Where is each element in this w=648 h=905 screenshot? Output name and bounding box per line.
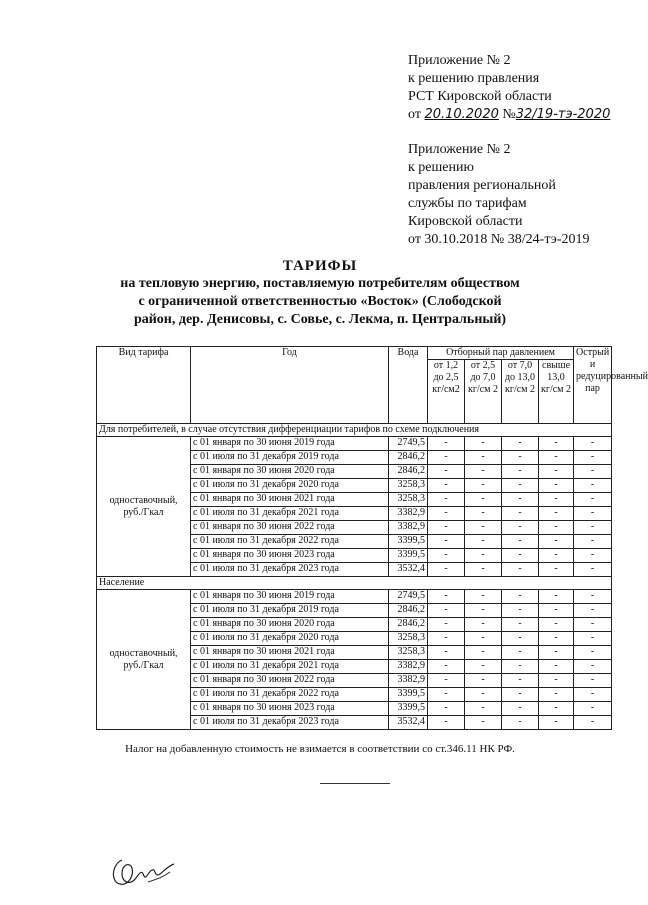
period-cell: с 01 июля по 31 декабря 2019 года bbox=[191, 604, 389, 618]
header-line: к решению правления bbox=[408, 71, 540, 86]
dash-cell: - bbox=[428, 493, 465, 507]
dash-cell: - bbox=[574, 521, 612, 535]
dash-cell: - bbox=[465, 493, 502, 507]
tariff-table bbox=[96, 346, 648, 730]
dash-cell: - bbox=[428, 535, 465, 549]
period-cell: с 01 июля по 31 декабря 2022 года bbox=[191, 535, 389, 549]
dash-cell: - bbox=[428, 688, 465, 702]
water-value-cell: 3532,4 bbox=[389, 716, 428, 730]
period-cell: с 01 января по 30 июня 2021 года bbox=[191, 646, 389, 660]
dash-cell: - bbox=[539, 716, 574, 730]
dash-cell: - bbox=[428, 521, 465, 535]
dash-cell: - bbox=[428, 479, 465, 493]
dash-cell: - bbox=[428, 507, 465, 521]
dash-cell: - bbox=[428, 563, 465, 577]
header-line: Кировской области bbox=[408, 214, 523, 229]
original-header bbox=[408, 141, 589, 249]
group-header: Для потребителей, в случае отсутствия дифференциации тарифов по схеме подключения bbox=[97, 424, 612, 437]
dash-cell: - bbox=[465, 479, 502, 493]
group-header: Население bbox=[97, 577, 612, 590]
dash-cell: - bbox=[502, 451, 539, 465]
period-cell: с 01 января по 30 июня 2022 года bbox=[191, 674, 389, 688]
dash-cell: - bbox=[465, 437, 502, 451]
water-value-cell: 3399,5 bbox=[389, 688, 428, 702]
dash-cell: - bbox=[502, 507, 539, 521]
dash-cell: - bbox=[539, 604, 574, 618]
water-value-cell: 3532,4 bbox=[389, 563, 428, 577]
dash-cell: - bbox=[502, 632, 539, 646]
period-cell: с 01 января по 30 июня 2021 года bbox=[191, 493, 389, 507]
dash-cell: - bbox=[428, 716, 465, 730]
dash-cell: - bbox=[539, 702, 574, 716]
dash-cell: - bbox=[428, 465, 465, 479]
dash-cell: - bbox=[502, 674, 539, 688]
dash-cell: - bbox=[539, 451, 574, 465]
period-cell: с 01 января по 30 июня 2020 года bbox=[191, 618, 389, 632]
dash-cell: - bbox=[502, 604, 539, 618]
dash-cell: - bbox=[502, 493, 539, 507]
header-line: Приложение № 2 bbox=[408, 142, 511, 157]
water-value-cell: 3399,5 bbox=[389, 535, 428, 549]
water-value-cell: 3258,3 bbox=[389, 493, 428, 507]
water-value-cell: 3382,9 bbox=[389, 660, 428, 674]
dash-cell: - bbox=[574, 604, 612, 618]
dash-cell: - bbox=[539, 465, 574, 479]
period-cell: с 01 января по 30 июня 2020 года bbox=[191, 465, 389, 479]
period-cell: с 01 июля по 31 декабря 2021 года bbox=[191, 660, 389, 674]
dash-cell: - bbox=[502, 479, 539, 493]
period-cell: с 01 января по 30 июня 2019 года bbox=[191, 590, 389, 604]
period-cell: с 01 июля по 31 декабря 2023 года bbox=[191, 716, 389, 730]
dash-cell: - bbox=[539, 493, 574, 507]
period-cell: с 01 января по 30 июня 2019 года bbox=[191, 437, 389, 451]
dash-cell: - bbox=[574, 451, 612, 465]
dash-cell: - bbox=[539, 521, 574, 535]
water-value-cell: 3258,3 bbox=[389, 646, 428, 660]
water-value-cell: 2846,2 bbox=[389, 618, 428, 632]
signature-icon bbox=[108, 852, 178, 892]
dash-cell: - bbox=[502, 563, 539, 577]
dash-cell: - bbox=[574, 535, 612, 549]
period-cell: с 01 января по 30 июня 2023 года bbox=[191, 549, 389, 563]
water-value-cell: 2846,2 bbox=[389, 451, 428, 465]
dash-cell: - bbox=[428, 674, 465, 688]
dash-cell: - bbox=[574, 646, 612, 660]
dash-cell: - bbox=[465, 521, 502, 535]
dash-cell: - bbox=[539, 535, 574, 549]
dash-cell: - bbox=[465, 535, 502, 549]
water-value-cell: 3399,5 bbox=[389, 549, 428, 563]
approval-header bbox=[408, 52, 610, 124]
dash-cell: - bbox=[502, 535, 539, 549]
period-cell: с 01 июля по 31 декабря 2020 года bbox=[191, 632, 389, 646]
title-line: район, дер. Денисовы, с. Совье, с. Лекма, п. Центральный) bbox=[133, 312, 507, 327]
dash-cell: - bbox=[539, 618, 574, 632]
dash-cell: - bbox=[539, 632, 574, 646]
dash-cell: - bbox=[465, 646, 502, 660]
document-title bbox=[0, 258, 640, 329]
dash-cell: - bbox=[465, 688, 502, 702]
dash-cell: - bbox=[539, 507, 574, 521]
water-value-cell: 2846,2 bbox=[389, 465, 428, 479]
dash-cell: - bbox=[502, 646, 539, 660]
handwritten-number: 32/19-тэ-2020 bbox=[515, 107, 611, 122]
dash-cell: - bbox=[428, 618, 465, 632]
header-line: службы по тарифам bbox=[408, 196, 527, 211]
dash-cell: - bbox=[502, 660, 539, 674]
period-cell: с 01 января по 30 июня 2022 года bbox=[191, 521, 389, 535]
col-header-tariff: Вид тарифа bbox=[97, 347, 191, 424]
col-header-steam: Отборный пар давлением bbox=[428, 347, 574, 360]
col-header-live-steam: Острый и редуцированный пар bbox=[574, 347, 612, 424]
dash-cell: - bbox=[502, 465, 539, 479]
dash-cell: - bbox=[465, 660, 502, 674]
dash-cell: - bbox=[465, 632, 502, 646]
dash-cell: - bbox=[574, 507, 612, 521]
dash-cell: - bbox=[428, 632, 465, 646]
table-row bbox=[97, 590, 612, 604]
header-line: правления региональной bbox=[408, 178, 556, 193]
dash-cell: - bbox=[574, 618, 612, 632]
dash-cell: - bbox=[428, 437, 465, 451]
table-row bbox=[97, 437, 612, 451]
dash-cell: - bbox=[465, 549, 502, 563]
dash-cell: - bbox=[465, 507, 502, 521]
dash-cell: - bbox=[465, 716, 502, 730]
tariff-type-cell: одноставочный, руб./Гкал bbox=[97, 590, 191, 730]
dash-cell: - bbox=[574, 549, 612, 563]
dash-cell: - bbox=[428, 451, 465, 465]
dash-cell: - bbox=[539, 563, 574, 577]
title-main: ТАРИФЫ bbox=[282, 258, 358, 274]
water-value-cell: 3382,9 bbox=[389, 521, 428, 535]
dash-cell: - bbox=[465, 465, 502, 479]
dash-cell: - bbox=[539, 674, 574, 688]
col-header-water: Вода bbox=[389, 347, 428, 424]
period-cell: с 01 июля по 31 декабря 2023 года bbox=[191, 563, 389, 577]
col-header-period: Год bbox=[191, 347, 389, 424]
col-header-steam-1: от 1,2 до 2,5 кг/см2 bbox=[428, 360, 465, 424]
period-cell: с 01 июля по 31 декабря 2022 года bbox=[191, 688, 389, 702]
handwritten-date: 20.10.2020 bbox=[424, 107, 499, 122]
header-line: Приложение № 2 bbox=[408, 53, 511, 68]
period-cell: с 01 июля по 31 декабря 2019 года bbox=[191, 451, 389, 465]
dash-cell: - bbox=[465, 451, 502, 465]
dash-cell: - bbox=[502, 702, 539, 716]
header-date-line: от 20.10.2020 №32/19-тэ-2020 bbox=[408, 107, 611, 122]
dash-cell: - bbox=[539, 549, 574, 563]
water-value-cell: 2846,2 bbox=[389, 604, 428, 618]
divider bbox=[320, 783, 390, 784]
water-value-cell: 3382,9 bbox=[389, 674, 428, 688]
col-header-steam-3: от 7,0 до 13,0 кг/см 2 bbox=[502, 360, 539, 424]
dash-cell: - bbox=[465, 618, 502, 632]
dash-cell: - bbox=[539, 646, 574, 660]
dash-cell: - bbox=[574, 702, 612, 716]
header-line: РСТ Кировской области bbox=[408, 89, 552, 104]
dash-cell: - bbox=[428, 549, 465, 563]
dash-cell: - bbox=[574, 716, 612, 730]
water-value-cell: 2749,5 bbox=[389, 437, 428, 451]
vat-note: Налог на добавленную стоимость не взимается в соответствии со ст.346.11 НК РФ. bbox=[125, 743, 515, 755]
dash-cell: - bbox=[502, 590, 539, 604]
period-cell: с 01 июля по 31 декабря 2021 года bbox=[191, 507, 389, 521]
dash-cell: - bbox=[502, 549, 539, 563]
period-cell: с 01 января по 30 июня 2023 года bbox=[191, 702, 389, 716]
tariff-type-cell: одноставочный, руб./Гкал bbox=[97, 437, 191, 577]
title-line: на тепловую энергию, поставляемую потребителям обществом bbox=[120, 276, 520, 291]
col-header-steam-4: свыше 13,0 кг/см 2 bbox=[539, 360, 574, 424]
dash-cell: - bbox=[574, 563, 612, 577]
title-line: с ограниченной ответственностью «Восток» (Слободской bbox=[138, 294, 502, 309]
period-cell: с 01 июля по 31 декабря 2020 года bbox=[191, 479, 389, 493]
dash-cell: - bbox=[502, 688, 539, 702]
dash-cell: - bbox=[574, 465, 612, 479]
dash-cell: - bbox=[539, 437, 574, 451]
dash-cell: - bbox=[428, 604, 465, 618]
dash-cell: - bbox=[465, 590, 502, 604]
water-value-cell: 3258,3 bbox=[389, 632, 428, 646]
dash-cell: - bbox=[428, 646, 465, 660]
dash-cell: - bbox=[502, 521, 539, 535]
dash-cell: - bbox=[539, 479, 574, 493]
dash-cell: - bbox=[574, 493, 612, 507]
dash-cell: - bbox=[465, 563, 502, 577]
dash-cell: - bbox=[539, 688, 574, 702]
header-line: от 30.10.2018 № 38/24-тэ-2019 bbox=[408, 232, 590, 247]
dash-cell: - bbox=[574, 437, 612, 451]
water-value-cell: 2749,5 bbox=[389, 590, 428, 604]
header-line: к решению bbox=[408, 160, 474, 175]
dash-cell: - bbox=[539, 590, 574, 604]
dash-cell: - bbox=[574, 479, 612, 493]
dash-cell: - bbox=[428, 660, 465, 674]
water-value-cell: 3399,5 bbox=[389, 702, 428, 716]
dash-cell: - bbox=[502, 437, 539, 451]
dash-cell: - bbox=[465, 674, 502, 688]
dash-cell: - bbox=[574, 660, 612, 674]
dash-cell: - bbox=[574, 632, 612, 646]
col-header-steam-2: от 2,5 до 7,0 кг/см 2 bbox=[465, 360, 502, 424]
water-value-cell: 3382,9 bbox=[389, 507, 428, 521]
dash-cell: - bbox=[502, 618, 539, 632]
dash-cell: - bbox=[574, 674, 612, 688]
water-value-cell: 3258,3 bbox=[389, 479, 428, 493]
dash-cell: - bbox=[465, 604, 502, 618]
dash-cell: - bbox=[428, 702, 465, 716]
dash-cell: - bbox=[502, 716, 539, 730]
dash-cell: - bbox=[539, 660, 574, 674]
dash-cell: - bbox=[574, 590, 612, 604]
dash-cell: - bbox=[465, 702, 502, 716]
dash-cell: - bbox=[574, 688, 612, 702]
dash-cell: - bbox=[428, 590, 465, 604]
